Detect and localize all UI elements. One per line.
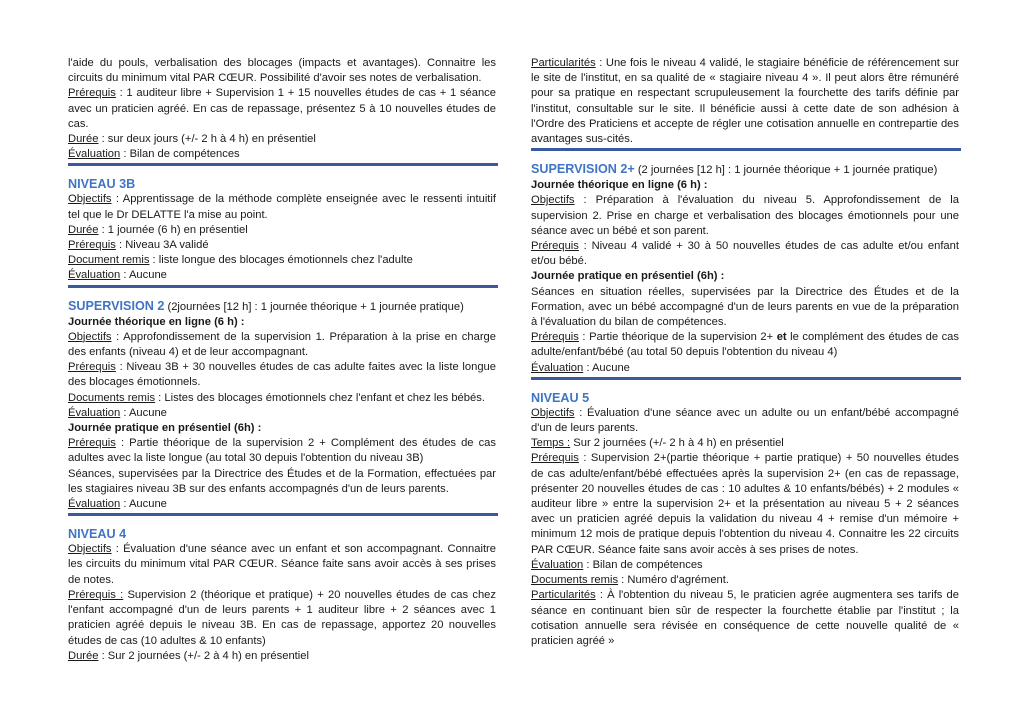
duree-label: Durée <box>68 223 99 236</box>
prerequis-value-a: : Partie théorique de la supervision 2+ <box>578 331 777 344</box>
objectifs-value: : Évaluation d'une séance avec un adulte ou un enfant/bébé accompagné d'un de leurs parents. <box>531 406 959 435</box>
evaluation-label: Évaluation <box>531 558 584 571</box>
evaluation-line <box>68 497 496 512</box>
prerequis-label: Prérequis <box>68 437 116 450</box>
prerequis-label: Prérequis <box>68 239 116 252</box>
theory-heading: Journée théorique en ligne (6 h) : <box>68 315 245 328</box>
seances-text: Séances, supervisées par la Directrice des Études et de la Formation, effectuées par les stagiaires niveau 3B sur des enfants accompagnés d'un de leurs parents. <box>68 467 496 495</box>
objectifs-label: Objectifs <box>68 193 112 206</box>
right-column <box>531 56 959 649</box>
left-column <box>68 56 496 664</box>
evaluation-label: Évaluation <box>68 406 121 419</box>
prerequis-value: : Niveau 4 validé + 30 à 50 nouvelles études de cas adulte et/ou enfant et/ou bébé. <box>531 240 959 268</box>
temps-line <box>531 436 959 451</box>
objectifs-line <box>68 192 496 222</box>
evaluation-line <box>68 406 496 421</box>
documents-value: : Listes des blocages émotionnels chez l'enfant et chez les bébés. <box>155 391 485 404</box>
evaluation-line <box>68 147 496 162</box>
evaluation-label: Évaluation <box>68 498 121 511</box>
title-text: SUPERVISION 2+ <box>531 162 635 177</box>
objectifs-label: Objectifs <box>68 330 112 343</box>
niveau4-continuation <box>531 56 959 151</box>
section-title: NIVEAU 5 <box>531 390 590 405</box>
prerequis-label: Prérequis <box>68 361 116 374</box>
document-label: Document remis <box>68 254 150 267</box>
prerequis-value: : Niveau 3A validé <box>115 239 209 252</box>
objectifs-label: Objectifs <box>68 543 112 556</box>
evaluation-line <box>531 361 959 376</box>
practice-heading: Journée pratique en présentiel (6h) : <box>68 422 262 435</box>
objectifs-line <box>531 193 959 239</box>
documents-label: Documents remis <box>68 391 156 404</box>
evaluation-value: : Aucune <box>120 498 167 511</box>
objectifs-line <box>531 406 959 436</box>
prerequis-value: : Supervision 2+(partie théorique + partie pratique) + 50 nouvelles études de cas adulte/enfant/bébé effectuées après la supervision 2+ (en cas de repassage, présenter 20 nouvelles études de cas : 10 adultes & 10 enfants/bébés) + 2 modules « auditeur libre » entre la supervision 2+ et la présentation au niveau 5 + 2 séances avec un praticien agréé depuis la validation du niveau 4 + remise d'un mémoire + minimum 12 mois de pratique depuis l'obtention du niveau 4. Connaitre les 22 circuits PAR CŒUR. Séance faite sans avoir accès à ses prises de notes. <box>531 452 959 556</box>
objectifs-line <box>68 330 496 360</box>
subtitle-text: (2 journées [12 h] : 1 journée théorique + 1 journée pratique) <box>634 164 938 177</box>
particularites-line <box>531 588 959 649</box>
subtitle-text: (2journées [12 h] : 1 journée théorique + 1 journée pratique) <box>164 300 464 313</box>
evaluation-line <box>531 558 959 573</box>
objectifs-value: : Approfondissement de la supervision 1. Préparation à la prise en charge des enfants (niveau 4) et de leur accompagnant. <box>68 330 496 359</box>
prerequis-line <box>68 360 496 390</box>
prerequis-label: Prérequis <box>531 452 579 465</box>
prerequis-value: : Partie théorique de la supervision 2 + Complément des études de cas adultes avec la liste longue (au total 30 depuis l'obtention du niveau 3B) <box>68 437 496 465</box>
prerequis-line <box>68 238 496 253</box>
documents-label: Documents remis <box>531 574 619 587</box>
objectifs-value: : Apprentissage de la méthode complète enseignée avec le ressenti intuitif tel que le Dr DELATTE l'a mise au point. <box>68 193 496 221</box>
particularites-label: Particularités <box>531 57 596 69</box>
temps-value: Sur 2 journées (+/- 2 h à 4 h) en présentiel <box>570 437 784 450</box>
section-title <box>68 298 496 315</box>
title-text: SUPERVISION 2 <box>68 298 165 313</box>
objectifs-label: Objectifs <box>531 406 575 419</box>
evaluation-value: : Aucune <box>120 406 167 419</box>
duree-value: : sur deux jours (+/- 2 h à 4 h) en présentiel <box>98 133 316 146</box>
prerequis-line <box>68 436 496 466</box>
evaluation-label: Évaluation <box>68 269 121 282</box>
prerequis-value: : 1 auditeur libre + Supervision 1 + 15 nouvelles études de cas + 1 séance avec un praticien agréé. En cas de repassage, présentez 5 à 10 nouvelles études de cas. <box>68 87 496 130</box>
evaluation-value: : Aucune <box>120 269 167 282</box>
seances-text: Séances en situation réelles, supervisées par la Directrice des Études et de la Formation, avec un bébé accompagné d'un de leurs parents en vue de la préparation à l'évaluation du bilan de compétences. <box>531 285 959 329</box>
section-title <box>531 161 959 178</box>
practice-heading: Journée pratique en présentiel (6h) : <box>531 270 725 283</box>
particularites-value: : Une fois le niveau 4 validé, le stagiaire bénéficie de référencement sur le site de l'institut, en sa qualité de « stagiaire niveau 4 ». Il peut alors être rémunéré pour sa pratique en respectant scrupuleusement la fourchette des tarifs définie par l'institut, consultable sur le site. Il bénéficie aussi à cette date de son adhésion à l'Ordre des Praticiens et accepte de régler une cotisation annuelle en contrepartie des avantages sus-cités. <box>531 57 959 146</box>
section-divider <box>531 148 961 151</box>
prerequis-line <box>531 330 959 360</box>
particularites-label: Particularités <box>531 589 596 602</box>
prerequis-line <box>531 239 959 269</box>
evaluation-line <box>68 268 496 283</box>
supervision2plus-section <box>531 161 959 380</box>
temps-label: Temps : <box>531 437 571 450</box>
prerequis-value-b: le complément des études de cas adulte/enfant/bébé (au total 50 depuis l'obtention du niveau 4) <box>531 331 959 359</box>
evaluation-value: : Bilan de compétences <box>120 148 240 161</box>
duree-line <box>68 223 496 238</box>
evaluation-label: Évaluation <box>531 361 584 374</box>
prerequis-label: Prérequis <box>531 240 579 253</box>
section-divider <box>531 377 961 380</box>
particularites-line <box>531 56 959 147</box>
prerequis-value: Supervision 2 (théorique et pratique) + 20 nouvelles études de cas chez l'enfant accompagné d'un de leurs parents + 1 auditeur libre + 2 séances avec 1 praticien agréé depuis le niveau 3B. En cas de repassage, apportez 20 nouvelles études de cas (10 adultes & 10 enfants) <box>68 588 496 647</box>
documents-line <box>68 391 496 406</box>
section-divider <box>68 285 498 288</box>
objectifs-value: : Évaluation d'une séance avec un enfant et son accompagnant. Connaitre les circuits du minimum vital PAR CŒUR. Séance faite sans avoir accès à ses prises de notes. <box>68 543 496 586</box>
niveau3a-continuation <box>68 56 496 166</box>
duree-label: Durée <box>68 133 99 146</box>
prerequis-line <box>68 86 496 132</box>
evaluation-value: : Aucune <box>583 361 630 374</box>
document-line <box>68 253 496 268</box>
particularites-value: : À l'obtention du niveau 5, le praticien agrée augmentera ses tarifs de séance en continuant bien sûr de respecter la fourchette établie par l'institut ; la cotisation annuelle sera révisée en conséquence de cette nouvelle qualité de « praticien agréé » <box>531 589 959 647</box>
objectifs-value: : Préparation à l'évaluation du niveau 5. Approfondissement de la supervision 2. Prise en charge et verbalisation des blocages émotionnels pour une séance avec un bébé et son parent. <box>531 194 959 237</box>
objectifs-label: Objectifs <box>531 194 575 207</box>
prerequis-line <box>68 588 496 649</box>
document-value: : liste longue des blocages émotionnels chez l'adulte <box>149 254 413 267</box>
duree-value: : Sur 2 journées (+/- 2 à 4 h) en présentiel <box>98 649 309 662</box>
duree-label: Durée <box>68 649 99 662</box>
section-divider <box>68 513 498 516</box>
duree-value: : 1 journée (6 h) en présentiel <box>98 223 248 236</box>
prerequis-value: : Niveau 3B + 30 nouvelles études de cas adulte faites avec la liste longue des blocages émotionnels. <box>68 361 496 389</box>
prerequis-line <box>531 451 959 557</box>
theory-heading: Journée théorique en ligne (6 h) : <box>531 179 708 192</box>
intro-text: l'aide du pouls, verbalisation des blocages (impacts et avantages). Connaitre les circuits du minimum vital PAR CŒUR. Possibilité d'avoir ses notes de verbalisation. <box>68 57 496 85</box>
niveau4-section <box>68 526 496 664</box>
section-title: NIVEAU 3B <box>68 177 136 192</box>
prerequis-bold-word: et <box>776 331 787 344</box>
duree-line <box>68 649 496 664</box>
prerequis-label: Prérequis : <box>68 588 124 601</box>
duree-line <box>68 132 496 147</box>
supervision2-section <box>68 298 496 517</box>
objectifs-line <box>68 542 496 588</box>
prerequis-label: Prérequis <box>531 331 579 344</box>
evaluation-value: : Bilan de compétences <box>583 558 703 571</box>
documents-line <box>531 573 959 588</box>
prerequis-label: Prérequis <box>68 87 116 100</box>
evaluation-label: Évaluation <box>68 148 121 161</box>
niveau5-section <box>531 390 959 649</box>
documents-value: : Numéro d'agrément. <box>618 574 729 587</box>
niveau3b-section <box>68 176 496 287</box>
section-divider <box>68 163 498 166</box>
section-title: NIVEAU 4 <box>68 527 127 542</box>
